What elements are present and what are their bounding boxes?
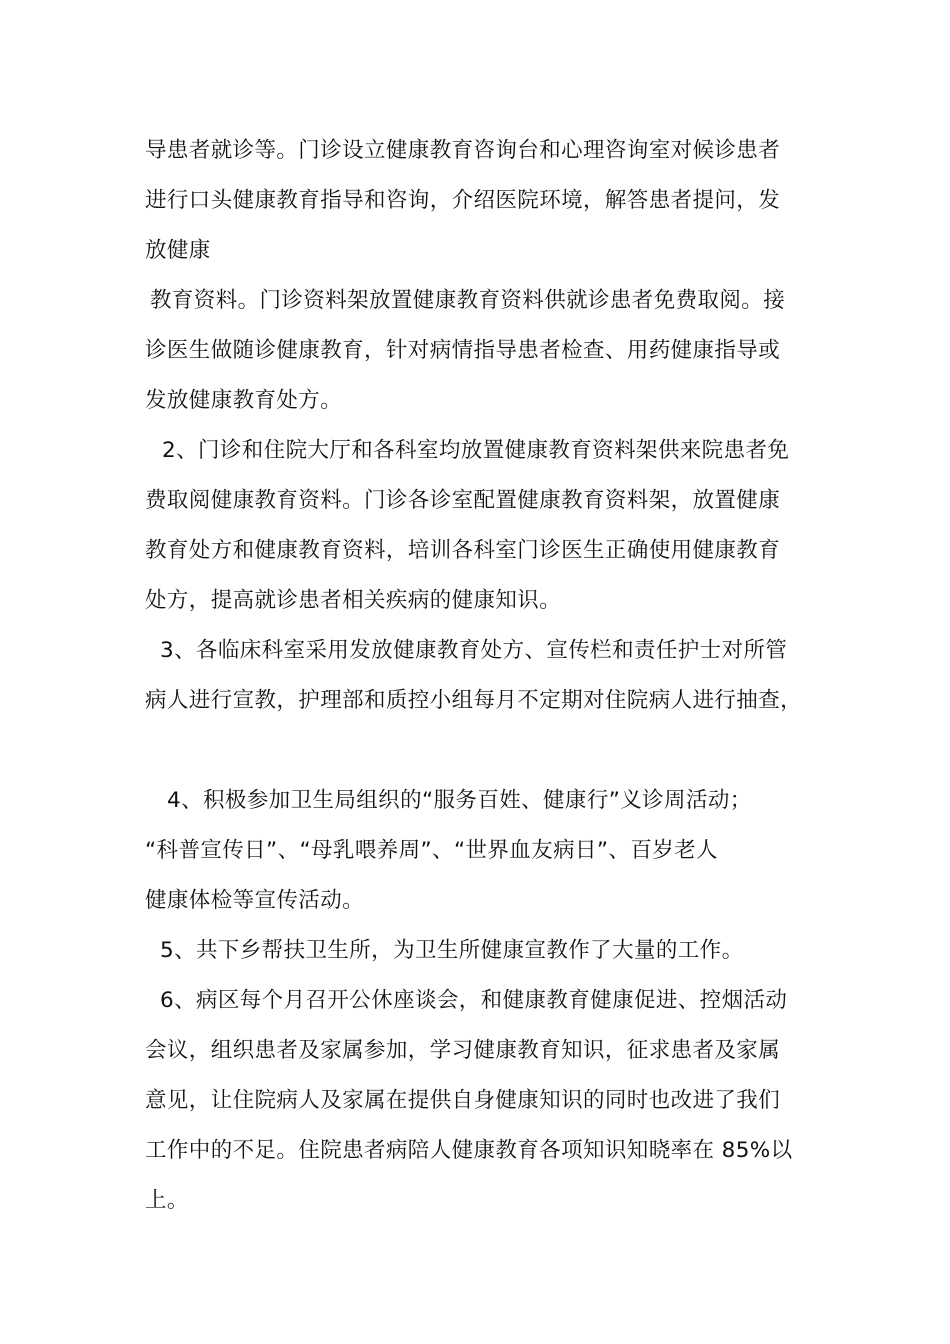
text-line-19: 意见，让住院病人及家属在提供自身健康知识的同时也改进了我们	[145, 1088, 781, 1113]
text-line-18: 会议，组织患者及家属参加，学习健康教育知识，征求患者及家属	[145, 1038, 781, 1063]
text-line-3: 放健康	[145, 238, 211, 263]
text-line-20: 工作中的不足。住院患者病陪人健康教育各项知识知晓率在 85%以	[145, 1138, 793, 1163]
text-line-8: 费取阅健康教育资料。门诊各诊室配置健康教育资料架，放置健康	[145, 488, 781, 513]
text-line-11: 3、各临床科室采用发放健康教育处方、宣传栏和责任护士对所管	[160, 638, 788, 663]
text-line-6: 发放健康教育处方。	[145, 388, 343, 413]
text-line-17: 6、病区每个月召开公休座谈会，和健康教育健康促进、控烟活动	[160, 988, 788, 1013]
text-line-1: 导患者就诊等。门诊设立健康教育咨询台和心理咨询室对候诊患者	[145, 138, 781, 163]
text-line-5: 诊医生做随诊健康教育，针对病情指导患者检查、用药健康指导或	[145, 338, 781, 363]
text-line-7: 2、门诊和住院大厅和各科室均放置健康教育资料架供来院患者免	[162, 438, 790, 463]
text-line-15: 健康体检等宣传活动。	[145, 888, 365, 913]
text-line-13: 4、积极参加卫生局组织的“服务百姓、健康行”义诊周活动；	[167, 788, 752, 813]
text-line-16: 5、共下乡帮扶卫生所，为卫生所健康宣教作了大量的工作。	[160, 938, 744, 963]
text-line-9: 教育处方和健康教育资料，培训各科室门诊医生正确使用健康教育	[145, 538, 781, 563]
text-line-2: 进行口头健康教育指导和咨询，介绍医院环境，解答患者提问，发	[145, 188, 781, 213]
text-line-12: 病人进行宣教，护理部和质控小组每月不定期对住院病人进行抽查，	[145, 688, 803, 713]
text-line-10: 处方，提高就诊患者相关疾病的健康知识。	[145, 588, 562, 613]
text-line-21: 上。	[145, 1188, 189, 1213]
text-line-14: “科普宣传日”、“母乳喂养周”、“世界血友病日”、百岁老人	[145, 838, 718, 863]
text-line-4: 教育资料。门诊资料架放置健康教育资料供就诊患者免费取阅。接	[150, 288, 786, 313]
